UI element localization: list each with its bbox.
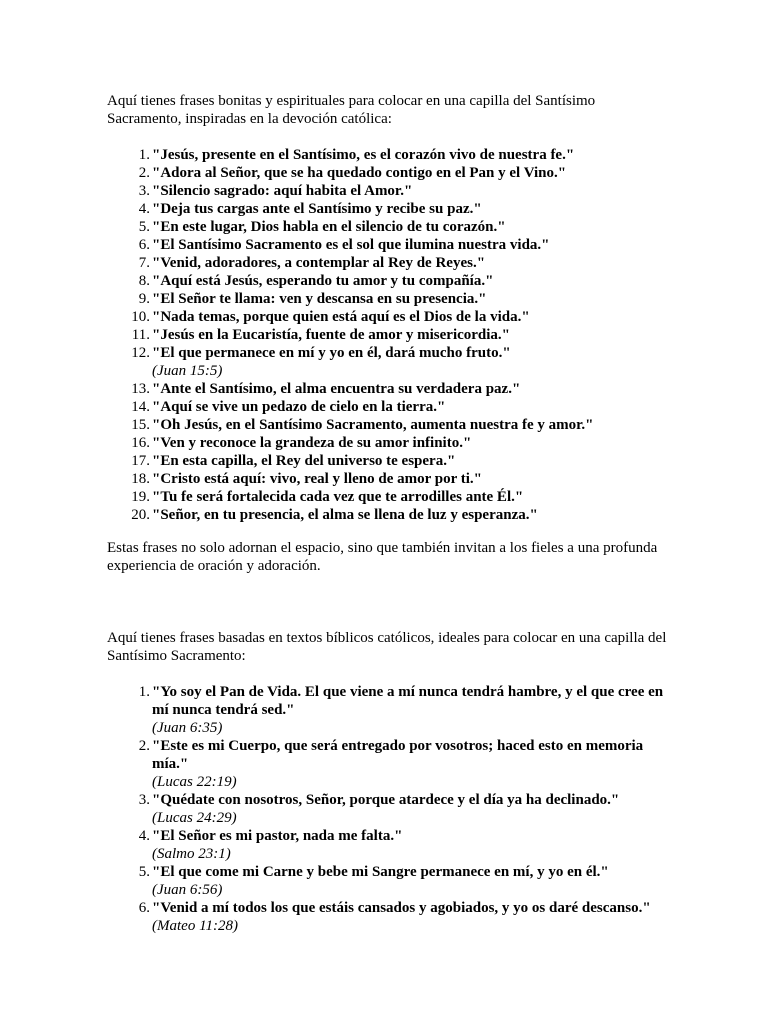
list-item-body [151,398,667,416]
list-item-number: 5. [138,864,150,880]
list-item-body [151,791,667,827]
list-item-number: 4. [138,828,150,844]
list-item-number: 19. [131,489,150,505]
list-item-number: 1. [138,147,150,163]
list-item [107,290,667,308]
list-item [107,272,667,290]
list-item-number: 16. [131,435,150,451]
list-item-number: 9. [138,291,150,307]
phrase-quote: "Yo soy el Pan de Vida. El que viene a mí nunca tendrá hambre, y el que cree en mí nunca tendrá sed." [152,684,664,718]
list-item-number: 6. [138,237,150,253]
phrase-quote: "Oh Jesús, en el Santísimo Sacramento, aumenta nuestra fe y amor." [152,417,594,433]
list-item-body [151,899,667,935]
list-item-body [151,506,667,524]
list-item-number: 18. [131,471,150,487]
list-item-body [151,737,667,791]
bible-reference: (Juan 6:56) [152,882,223,898]
section1-intro: Aquí tienes frases bonitas y espirituales para colocar en una capilla del Santísimo Sacramento, inspiradas en la devoción católica: [107,93,596,127]
phrase-quote: "Silencio sagrado: aquí habita el Amor." [152,183,413,199]
list-item-body [151,236,667,254]
section1-outro: Estas frases no solo adornan el espacio, sino que también invitan a los fieles a una profunda experiencia de oración y adoración. [107,540,658,574]
list-item-body [151,488,667,506]
phrase-quote: "Adora al Señor, que se ha quedado contigo en el Pan y el Vino." [152,165,567,181]
phrase-quote: "Aquí está Jesús, esperando tu amor y tu compañía." [152,273,494,289]
phrase-quote: "Nada temas, porque quien está aquí es el Dios de la vida." [152,309,530,325]
phrase-quote: "El Señor te llama: ven y descansa en su presencia." [152,291,487,307]
list-item-number: 11. [131,327,150,343]
list-item-body [151,683,667,737]
list-item-body [151,827,667,863]
phrase-quote: "Jesús en la Eucaristía, fuente de amor y misericordia." [152,327,511,343]
list-item-number: 2. [138,165,150,181]
list-item [107,827,667,863]
list-item-body [151,326,667,344]
list-item-number: 17. [131,453,150,469]
list-item [107,791,667,827]
bible-reference: (Mateo 11:28) [152,918,238,934]
list-item-number: 15. [131,417,150,433]
list-item [107,863,667,899]
list-item [107,899,667,935]
list-item-body [151,146,667,164]
list-item-body [151,470,667,488]
phrase-quote: "Quédate con nosotros, Señor, porque atardece y el día ya ha declinado." [152,792,620,808]
phrase-quote: "En esta capilla, el Rey del universo te espera." [152,453,456,469]
list-item [107,434,667,452]
list-item [107,737,667,791]
phrase-quote: "El que permanece en mí y yo en él, dará mucho fruto." [152,345,511,361]
list-item-body [151,344,667,380]
phrase-quote: "Deja tus cargas ante el Santísimo y recibe su paz." [152,201,482,217]
list-item-number: 8. [138,273,150,289]
list-item [107,506,667,524]
phrase-quote: "El Santísimo Sacramento es el sol que ilumina nuestra vida." [152,237,550,253]
list-item-body [151,254,667,272]
list-item [107,164,667,182]
section1-phrase-list [107,146,667,524]
list-item-number: 14. [131,399,150,415]
phrase-quote: "El que come mi Carne y bebe mi Sangre permanece en mí, y yo en él." [152,864,609,880]
list-item-body [151,863,667,899]
phrase-quote: "Aquí se vive un pedazo de cielo en la tierra." [152,399,446,415]
phrase-quote: "Jesús, presente en el Santísimo, es el corazón vivo de nuestra fe." [152,147,575,163]
bible-reference: (Lucas 24:29) [152,810,237,826]
section2-intro: Aquí tienes frases basadas en textos bíblicos católicos, ideales para colocar en una capilla del Santísimo Sacramento: [107,630,667,664]
phrase-quote: "Tu fe será fortalecida cada vez que te arrodilles ante Él." [152,489,524,505]
list-item-body [151,416,667,434]
bible-reference: (Juan 15:5) [152,363,223,379]
section2-bible-phrase-list [107,683,667,935]
list-item-body [151,308,667,326]
list-item-number: 6. [138,900,150,916]
list-item-number: 1. [138,684,150,700]
bible-reference: (Juan 6:35) [152,720,223,736]
phrase-quote: "En este lugar, Dios habla en el silencio de tu corazón." [152,219,506,235]
list-item [107,254,667,272]
phrase-quote: "Ven y reconoce la grandeza de su amor infinito." [152,435,472,451]
list-item-body [151,452,667,470]
list-item [107,308,667,326]
bible-reference: (Salmo 23:1) [152,846,231,862]
list-item-body [151,218,667,236]
list-item-number: 4. [138,201,150,217]
list-item-body [151,290,667,308]
list-item-number: 2. [138,738,150,754]
list-item [107,488,667,506]
phrase-quote: "El Señor es mi pastor, nada me falta." [152,828,403,844]
list-item [107,683,667,737]
list-item [107,236,667,254]
list-item-body [151,272,667,290]
list-item [107,218,667,236]
list-item-body [151,200,667,218]
phrase-quote: "Venid, adoradores, a contemplar al Rey de Reyes." [152,255,486,271]
list-item [107,452,667,470]
list-item [107,326,667,344]
phrase-quote: "Ante el Santísimo, el alma encuentra su verdadera paz." [152,381,521,397]
list-item [107,200,667,218]
list-item-body [151,164,667,182]
list-item-number: 3. [138,183,150,199]
list-item-body [151,182,667,200]
list-item [107,146,667,164]
phrase-quote: "Este es mi Cuerpo, que será entregado por vosotros; haced esto en memoria mía." [152,738,644,772]
phrase-quote: "Señor, en tu presencia, el alma se llena de luz y esperanza." [152,507,538,523]
list-item [107,470,667,488]
list-item [107,182,667,200]
list-item-body [151,380,667,398]
list-item-number: 7. [138,255,150,271]
phrase-quote: "Venid a mí todos los que estáis cansados y agobiados, y yo os daré descanso." [152,900,651,916]
list-item [107,344,667,380]
list-item [107,416,667,434]
list-item-body [151,434,667,452]
list-item-number: 5. [138,219,150,235]
list-item [107,398,667,416]
phrase-quote: "Cristo está aquí: vivo, real y lleno de amor por ti." [152,471,482,487]
list-item-number: 3. [138,792,150,808]
list-item-number: 10. [131,309,150,325]
list-item-number: 13. [131,381,150,397]
list-item-number: 20. [131,507,150,523]
list-item-number: 12. [131,345,150,361]
bible-reference: (Lucas 22:19) [152,774,237,790]
list-item [107,380,667,398]
